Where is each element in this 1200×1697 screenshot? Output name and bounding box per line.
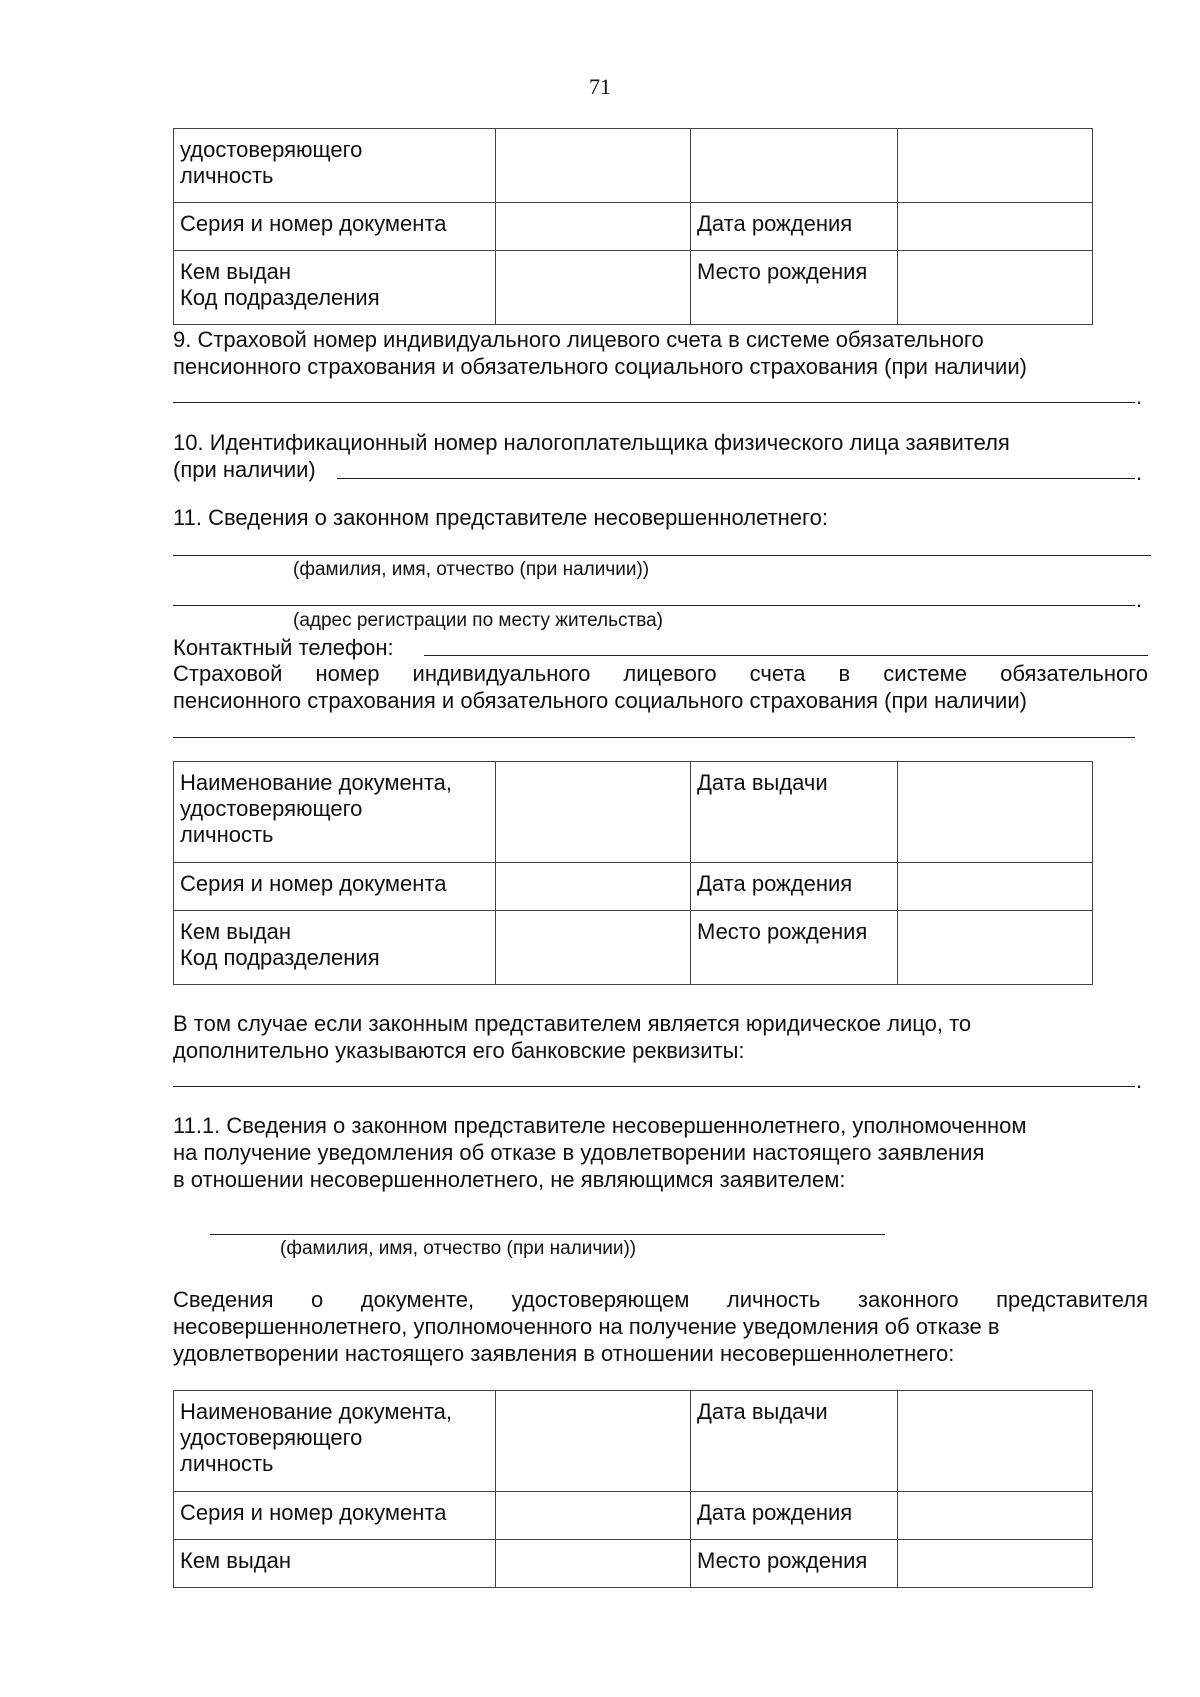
identity-document-table-authorized	[173, 1390, 1093, 1588]
legal-entity-period: .	[1136, 1068, 1143, 1093]
series-number-label: Серия и номер документа	[174, 203, 496, 251]
birth-place-label: Место рождения	[691, 1540, 898, 1588]
address-period: .	[1136, 587, 1143, 612]
section10-line1: 10. Идентификационный номер налогоплательщика физического лица заявителя	[173, 430, 1010, 455]
doc-name-field[interactable]	[496, 762, 691, 863]
section11-1-line1: 11.1. Сведения о законном представителе несовершеннолетнего, уполномоченном	[173, 1113, 1027, 1138]
birth-date-field[interactable]	[898, 203, 1093, 251]
bank-details-input-line[interactable]	[173, 1086, 1135, 1087]
birth-place-field[interactable]	[898, 251, 1093, 325]
issue-date-label: Дата выдачи	[691, 762, 898, 863]
doc-name-label: Наименование документа, удостоверяющего личность	[174, 762, 496, 863]
table-row	[174, 251, 1093, 325]
series-number-field[interactable]	[496, 203, 691, 251]
legal-entity-line2: дополнительно указываются его банковские реквизиты:	[173, 1038, 745, 1063]
identity-document-table-applicant	[173, 128, 1093, 325]
doc-name-label: удостоверяющего личность	[174, 129, 496, 203]
table-row	[174, 863, 1093, 911]
issued-by-label: Кем выдан Код подразделения	[174, 251, 496, 325]
section10-period: .	[1136, 460, 1143, 485]
identity-document-table-representative	[173, 761, 1093, 985]
table-row	[174, 1391, 1093, 1492]
table-row	[174, 762, 1093, 863]
series-number-field[interactable]	[496, 1492, 691, 1540]
table-row	[174, 1492, 1093, 1540]
birth-date-label: Дата рождения	[691, 203, 898, 251]
phone-label: Контактный телефон:	[173, 635, 394, 660]
section9-line1: 9. Страховой номер индивидуального лицевого счета в системе обязательного	[173, 327, 984, 352]
table-row	[174, 1540, 1093, 1588]
series-number-label: Серия и номер документа	[174, 863, 496, 911]
issued-by-field[interactable]	[496, 911, 691, 985]
table-row	[174, 911, 1093, 985]
issued-by-field[interactable]	[496, 251, 691, 325]
issue-date-label: Дата выдачи	[691, 1391, 898, 1492]
doc-info-line3: удовлетворении настоящего заявления в отношении несовершеннолетнего:	[173, 1341, 955, 1366]
inn-input-line[interactable]	[337, 478, 1135, 479]
doc-info-line2: несовершеннолетнего, уполномоченного на получение уведомления об отказе в	[173, 1314, 1000, 1339]
birth-date-label: Дата рождения	[691, 1492, 898, 1540]
section9-line2: пенсионного страхования и обязательного социального страхования (при наличии)	[173, 354, 1027, 379]
doc-name-field[interactable]	[496, 1391, 691, 1492]
birth-date-label: Дата рождения	[691, 863, 898, 911]
birth-date-field[interactable]	[898, 1492, 1093, 1540]
birth-place-label: Место рождения	[691, 251, 898, 325]
legal-entity-line1: В том случае если законным представителем является юридическое лицо, то	[173, 1011, 972, 1036]
birth-date-field[interactable]	[898, 863, 1093, 911]
doc-name-field[interactable]	[496, 129, 691, 203]
birth-place-field[interactable]	[898, 911, 1093, 985]
representative-snils-input-line[interactable]	[173, 737, 1135, 738]
authorized-fio-line[interactable]	[210, 1234, 885, 1235]
section9-period: .	[1136, 384, 1143, 409]
representative-snils-line1: Страховой номер индивидуального лицевого счета в системе обязательного	[173, 661, 1148, 686]
table-row	[174, 203, 1093, 251]
table-row	[174, 129, 1093, 203]
address-caption: (адрес регистрации по месту жительства)	[293, 610, 663, 631]
representative-address-line[interactable]	[173, 605, 1135, 606]
phone-input-line[interactable]	[424, 655, 1148, 656]
doc-name-label: Наименование документа, удостоверяющего личность	[174, 1391, 496, 1492]
fio-caption: (фамилия, имя, отчество (при наличии))	[293, 559, 650, 580]
birth-place-label: Место рождения	[691, 911, 898, 985]
birth-place-field[interactable]	[898, 1540, 1093, 1588]
section11-1-line3: в отношении несовершеннолетнего, не являющимся заявителем:	[173, 1167, 846, 1192]
snils-input-line[interactable]	[173, 402, 1135, 403]
section11-title: 11. Сведения о законном представителе несовершеннолетнего:	[173, 505, 828, 530]
section10-line2: (при наличии)	[173, 457, 316, 482]
issue-date-field[interactable]	[898, 129, 1093, 203]
series-number-label: Серия и номер документа	[174, 1492, 496, 1540]
section11-1-line2: на получение уведомления об отказе в удовлетворении настоящего заявления	[173, 1140, 985, 1165]
page-number: 71	[589, 74, 611, 99]
series-number-field[interactable]	[496, 863, 691, 911]
representative-snils-line2: пенсионного страхования и обязательного социального страхования (при наличии)	[173, 688, 1027, 713]
issued-by-field[interactable]	[496, 1540, 691, 1588]
issue-date-field[interactable]	[898, 1391, 1093, 1492]
issue-date-field[interactable]	[898, 762, 1093, 863]
issue-date-label	[691, 129, 898, 203]
issued-by-label: Кем выдан Код подразделения	[174, 911, 496, 985]
representative-fio-line[interactable]	[173, 555, 1151, 556]
authorized-fio-caption: (фамилия, имя, отчество (при наличии))	[280, 1238, 637, 1259]
doc-info-line1: Сведения о документе, удостоверяющем личность законного представителя	[173, 1287, 1148, 1312]
issued-by-label: Кем выдан	[174, 1540, 496, 1588]
